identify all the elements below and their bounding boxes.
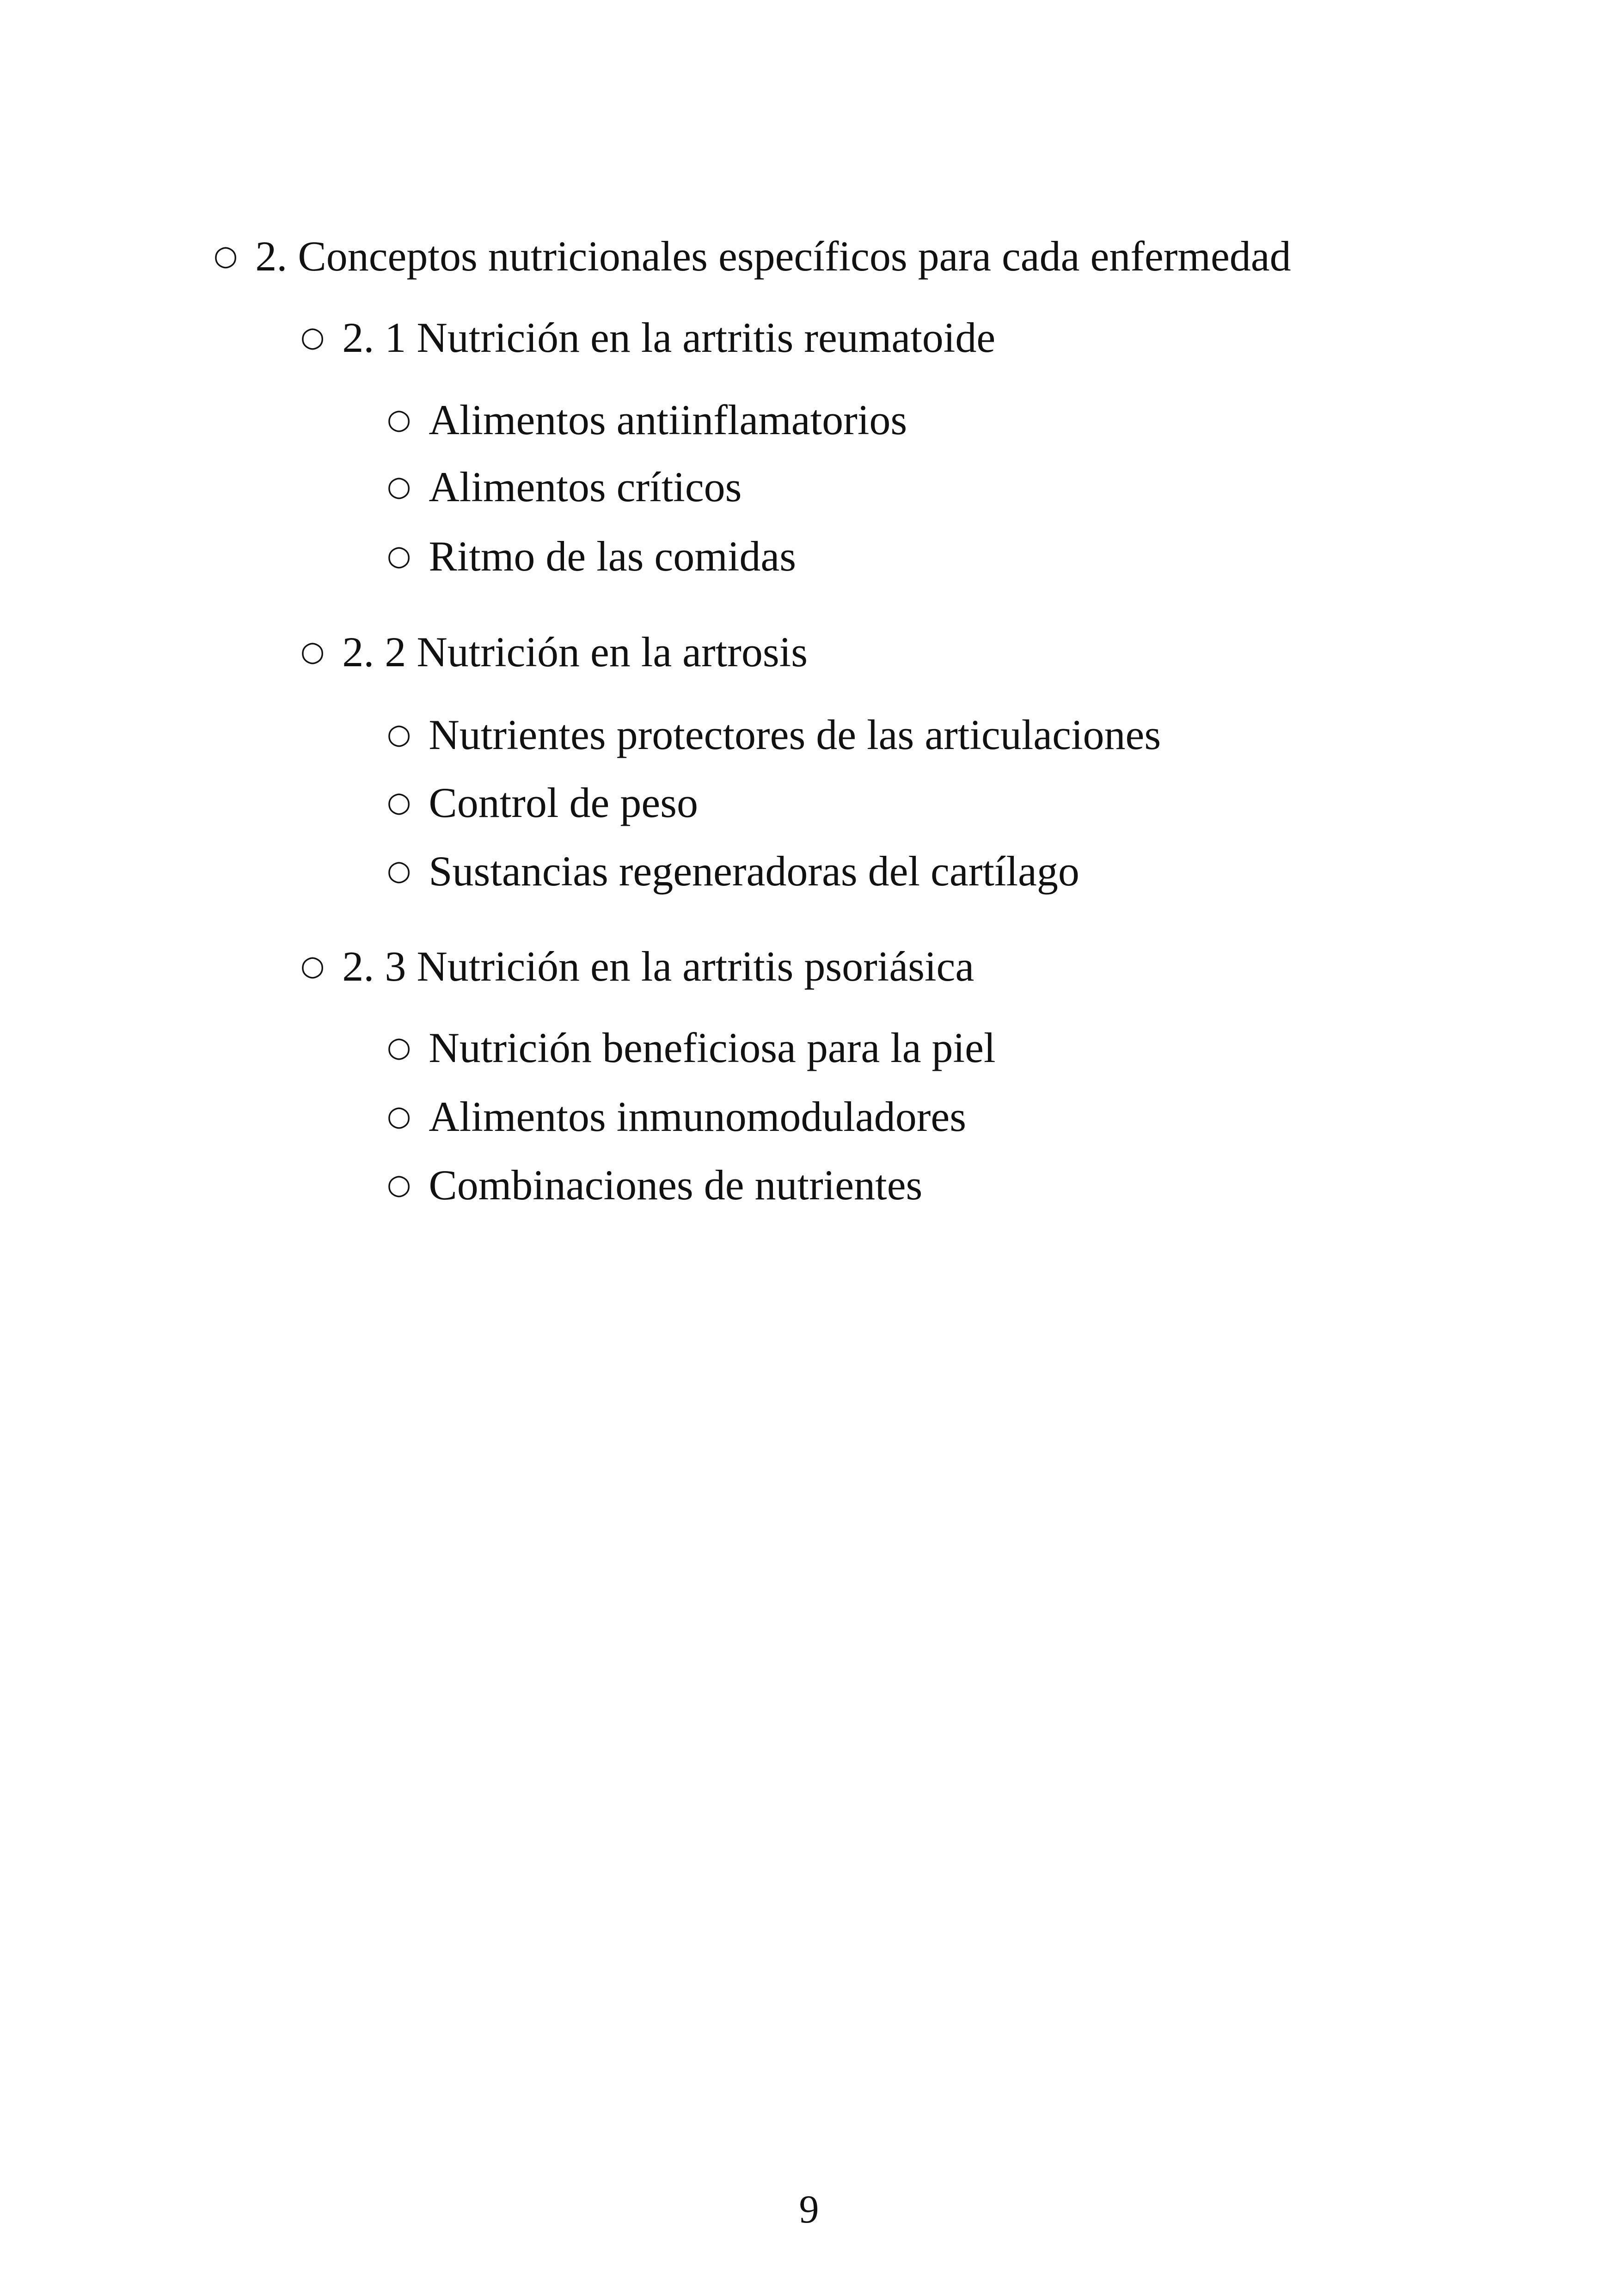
list-item xyxy=(387,713,1161,756)
section-heading-text: 2. 3 Nutrición en la artritis psoriásica xyxy=(342,943,974,990)
page-number: 9 xyxy=(799,2187,819,2231)
list-item-text: Nutrición beneficiosa para la piel xyxy=(429,1024,996,1071)
list-item xyxy=(387,396,907,443)
circle-bullet-icon: ○ xyxy=(387,1168,411,1201)
circle-bullet-icon: ○ xyxy=(387,718,411,750)
circle-bullet-icon: ○ xyxy=(387,854,411,887)
list-item xyxy=(387,533,797,580)
section-heading xyxy=(300,316,995,359)
circle-bullet-icon: ○ xyxy=(387,786,411,818)
list-item-text: Sustancias regeneradoras del cartílago xyxy=(429,847,1079,895)
section-heading-text: 2. 2 Nutrición en la artrosis xyxy=(342,628,808,675)
list-item-text: Alimentos críticos xyxy=(429,463,742,510)
section-heading xyxy=(300,945,974,988)
list-item-text: Alimentos inmunomoduladores xyxy=(429,1093,967,1140)
circle-bullet-icon: ○ xyxy=(387,403,411,436)
list-item xyxy=(387,463,742,510)
list-item xyxy=(387,1026,996,1069)
list-item-text: Ritmo de las comidas xyxy=(429,533,797,580)
list-item xyxy=(387,1095,966,1138)
list-item-text: Alimentos antiinflamatorios xyxy=(429,396,907,443)
circle-bullet-icon: ○ xyxy=(387,540,411,572)
list-item-text: Nutrientes protectores de las articulaciones xyxy=(429,711,1161,758)
list-item xyxy=(387,781,698,824)
section-heading-text: 2. 1 Nutrición en la artritis reumatoide xyxy=(342,314,996,361)
section-heading xyxy=(300,628,808,675)
circle-bullet-icon: ○ xyxy=(300,635,325,668)
outline-title-text: 2. Conceptos nutricionales específicos para cada enfermedad xyxy=(255,233,1291,280)
circle-bullet-icon: ○ xyxy=(300,950,325,982)
list-item-text: Control de peso xyxy=(429,779,698,826)
circle-bullet-icon: ○ xyxy=(387,1100,411,1132)
circle-bullet-icon: ○ xyxy=(387,470,411,503)
list-item xyxy=(387,847,1079,895)
circle-bullet-icon: ○ xyxy=(300,321,325,353)
outline-title xyxy=(214,233,1291,280)
list-item xyxy=(387,1161,923,1209)
circle-bullet-icon: ○ xyxy=(214,239,238,272)
circle-bullet-icon: ○ xyxy=(387,1031,411,1063)
list-item-text: Combinaciones de nutrientes xyxy=(429,1161,923,1209)
